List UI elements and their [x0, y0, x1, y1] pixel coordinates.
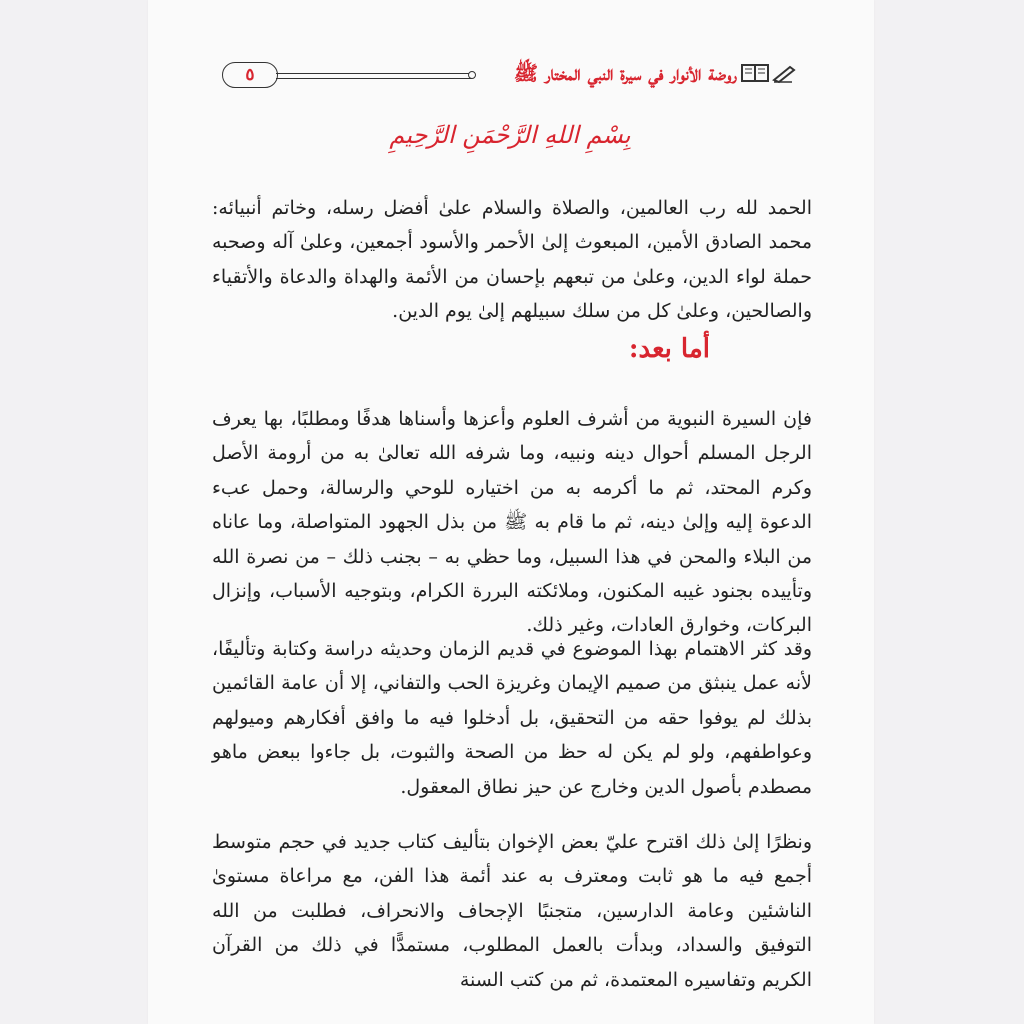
page-number: ٥: [245, 65, 255, 85]
book-icon: [740, 61, 770, 85]
amma-bad-heading: أما بعد:: [628, 334, 710, 364]
body-paragraph: فإن السيرة النبوية من أشرف العلوم وأعزها وأسناها هدفًا ومطلبًا، بها يعرف الرجل المسلم أحوال دينه ونبيه، وما شرفه الله تعالىٰ به من أرومة الأصل وكرم المحتد، ثم ما أكرمه به من اختياره للوحي والرسالة، وحمل عبء الدعوة إليه وإلىٰ دينه، ثم ما قام به ﷺ من بذل الجهود المتواصلة، وما عاناه من البلاء والمحن في هذا السبيل، وما حظي به – بجنب ذلك – من نصرة الله وتأييده بجنود غيبه المكنون، وملائكته البررة الكرام، وبتوجيه الأسباب، وإنزال البركات، وخوارق العادات، وغير ذلك.: [212, 408, 812, 637]
pen-icon: [772, 64, 796, 84]
body-paragraph: وقد كثر الاهتمام بهذا الموضوع في قديم الزمان وحديثه دراسة وكتابة وتأليفًا، لأنه عمل ينبثق من صميم الإيمان وغريزة الحب والتفاني، إلا أن عامة القائمين بذلك لم يوفوا حقه من التحقيق، بل أدخلوا فيه ما وافق أفكارهم وميولهم وعواطفهم، ولو لم يكن له حظ من الصحة والثبوت، بل جاءوا ببعض ماهو مصطدم بأصول الدين وخارج عن حيز نطاق المعقول.: [212, 638, 812, 798]
basmala: بِسْمِ اللهِ الرَّحْمَنِ الرَّحِيمِ: [389, 121, 631, 149]
body-paragraph: ونظرًا إلىٰ ذلك اقترح عليّ بعض الإخوان بتأليف كتاب جديد في حجم متوسط أجمع فيه ما هو ثابت ومعترف به عند أئمة هذا الفن، مع مراعاة مستوىٰ الناشئين وعامة الدارسين، متجنبًا الإجحاف والانحراف، فطلبت من الله التوفيق والسداد، وبدأت بالعمل المطلوب، مستمدًّا في ذلك من القرآن الكريم وتفاسيره المعتمدة، ثم من كتب السنة: [212, 831, 812, 991]
page-header: [210, 52, 810, 96]
book-title: روضة الأنوار في سيرة النبي المختار ﷺ: [513, 61, 737, 85]
header-ornament-line: [276, 73, 472, 79]
intro-paragraph: الحمد لله رب العالمين، والصلاة والسلام علىٰ أفضل رسله، وخاتم أنبيائه: محمد الصادق الأمين، المبعوث إلىٰ الأحمر والأسود أجمعين، وعلىٰ آله وصحبه حملة لواء الدين، وعلىٰ من تبعهم بإحسان من الأئمة والهداة والدعاة والأتقياء والصالحين، وعلىٰ كل من سلك سبيلهم إلىٰ يوم الدين.: [212, 197, 812, 323]
page-number-badge: [222, 62, 278, 88]
